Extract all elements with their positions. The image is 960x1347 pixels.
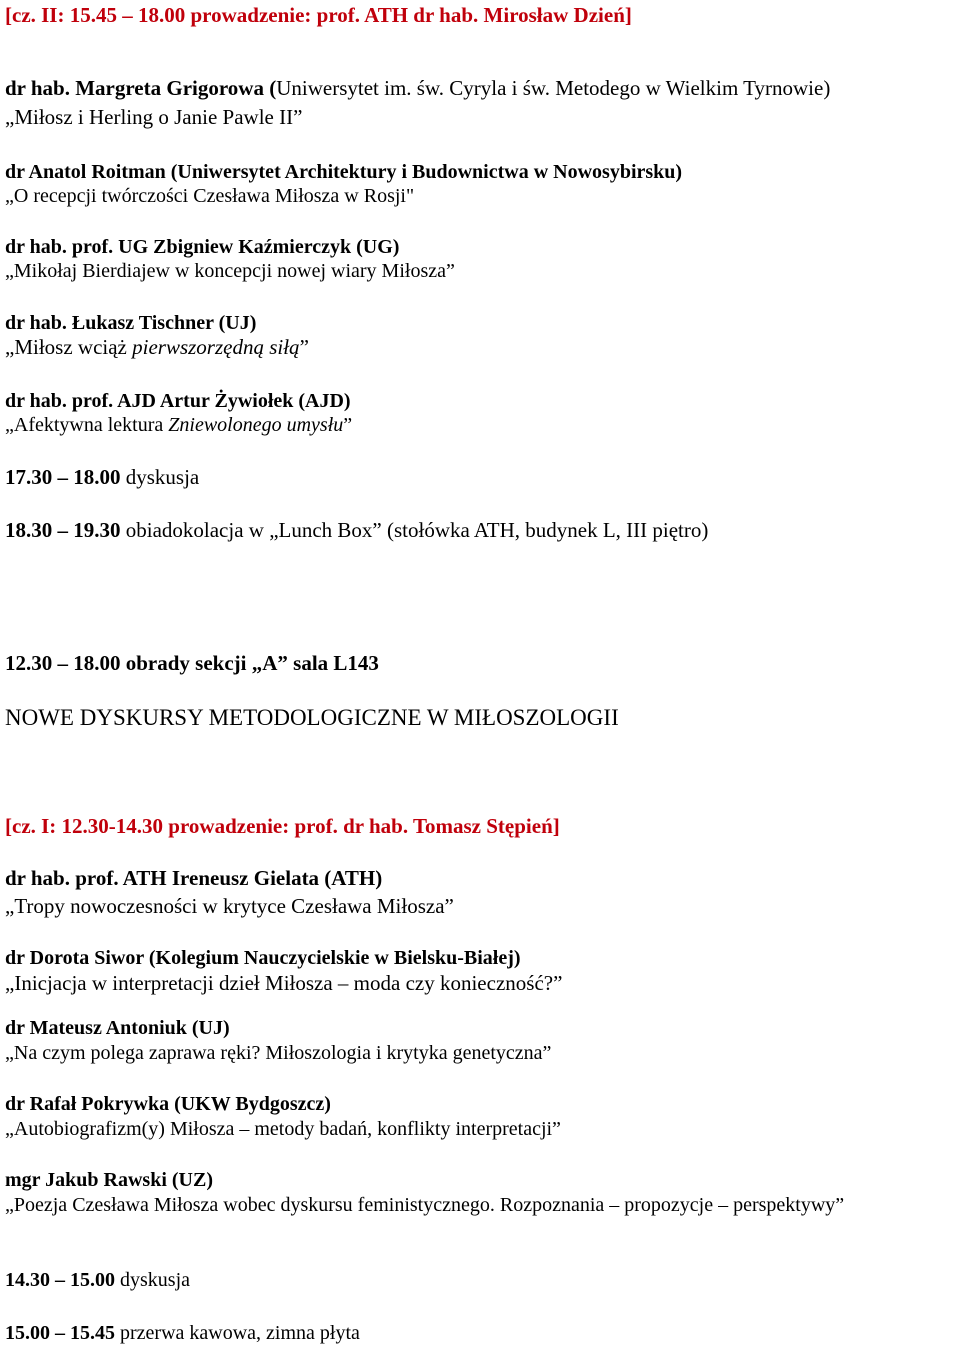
talk-speaker: dr Rafał Pokrywka (UKW Bydgoszcz): [5, 1093, 331, 1115]
talk-speaker: dr Anatol Roitman (Uniwersytet Architektury i Budownictwa w Nowosybirsku): [5, 161, 683, 183]
section-heading: 12.30 – 18.00 obrady sekcji „A” sala L143: [5, 651, 379, 675]
schedule-label: dyskusja: [120, 1269, 190, 1291]
schedule-time: 15.00 – 15.45: [5, 1322, 115, 1344]
talk-speaker: dr Dorota Siwor (Kolegium Nauczycielskie w Bielsku-Białej): [5, 947, 521, 969]
talk-title: „Autobiografizm(y) Miłosza – metody badań, konflikty interpretacji”: [5, 1118, 561, 1140]
schedule-dinner: [5, 520, 708, 541]
talk-speaker: dr hab. prof. AJD Artur Żywiołek (AJD): [5, 390, 351, 412]
section-chair-part1: [cz. I: 12.30-14.30 prowadzenie: prof. dr hab. Tomasz Stępień]: [5, 814, 560, 838]
schedule-time: 18.30 – 19.30: [5, 518, 121, 542]
title-italic: pierwszorzędną siłą: [132, 335, 300, 359]
talk-title: „Na czym polega zaprawa ręki? Miłoszologia i krytyka genetyczna”: [5, 1042, 552, 1064]
title-text: ”: [343, 414, 353, 436]
talk-title: „Poezja Czesława Miłosza wobec dyskursu feministycznego. Rozpoznania – propozycje – perspektywy”: [5, 1194, 845, 1216]
schedule-discussion: [5, 467, 199, 488]
talk-speaker: dr hab. prof. ATH Ireneusz Gielata (ATH): [5, 866, 383, 890]
talk-title: „O recepcji twórczości Czesława Miłosza w Rosji": [5, 185, 415, 207]
talk-title: „Tropy nowoczesności w krytyce Czesława Miłosza”: [5, 894, 454, 918]
talk-title: [5, 337, 309, 358]
schedule-break: [5, 1323, 360, 1343]
schedule-label: przerwa kawowa, zimna płyta: [120, 1322, 360, 1344]
talk-speaker: mgr Jakub Rawski (UZ): [5, 1169, 213, 1191]
title-text: „Afektywna lektura: [5, 414, 169, 436]
schedule-time: 17.30 – 18.00: [5, 465, 121, 489]
schedule-label: dyskusja: [125, 465, 200, 489]
schedule-time: 14.30 – 15.00: [5, 1269, 115, 1291]
talk-title: „Mikołaj Bierdiajew w koncepcji nowej wiary Miłosza”: [5, 260, 455, 282]
talk-title: „Miłosz i Herling o Janie Pawle II”: [5, 105, 303, 129]
talk-speaker: dr hab. Łukasz Tischner (UJ): [5, 312, 257, 334]
section-title: NOWE DYSKURSY METODOLOGICZNE W MIŁOSZOLOGII: [5, 705, 619, 730]
schedule-label: obiadokolacja w „Lunch Box” (stołówka ATH, budynek L, III piętro): [125, 518, 709, 542]
talk-speaker: dr hab. prof. UG Zbigniew Kaźmierczyk (UG): [5, 236, 400, 258]
title-italic: Zniewolonego umysłu: [168, 414, 344, 436]
schedule-discussion: [5, 1270, 190, 1290]
speaker-affiliation: Uniwersytet im. św. Cyryla i św. Metodego w Wielkim Tyrnowie): [276, 76, 831, 100]
section-chair-part2: [cz. II: 15.45 – 18.00 prowadzenie: prof. ATH dr hab. Mirosław Dzień]: [5, 3, 632, 27]
talk-speaker: [5, 78, 830, 99]
talk-title: [5, 415, 352, 435]
talk-speaker: dr Mateusz Antoniuk (UJ): [5, 1017, 230, 1039]
talk-title: „Inicjacja w interpretacji dzieł Miłosza – moda czy konieczność?”: [5, 971, 563, 995]
title-text: „Miłosz wciąż: [5, 335, 133, 359]
speaker-name: dr hab. Margreta Grigorowa (: [5, 76, 277, 100]
title-text: ”: [299, 335, 309, 359]
